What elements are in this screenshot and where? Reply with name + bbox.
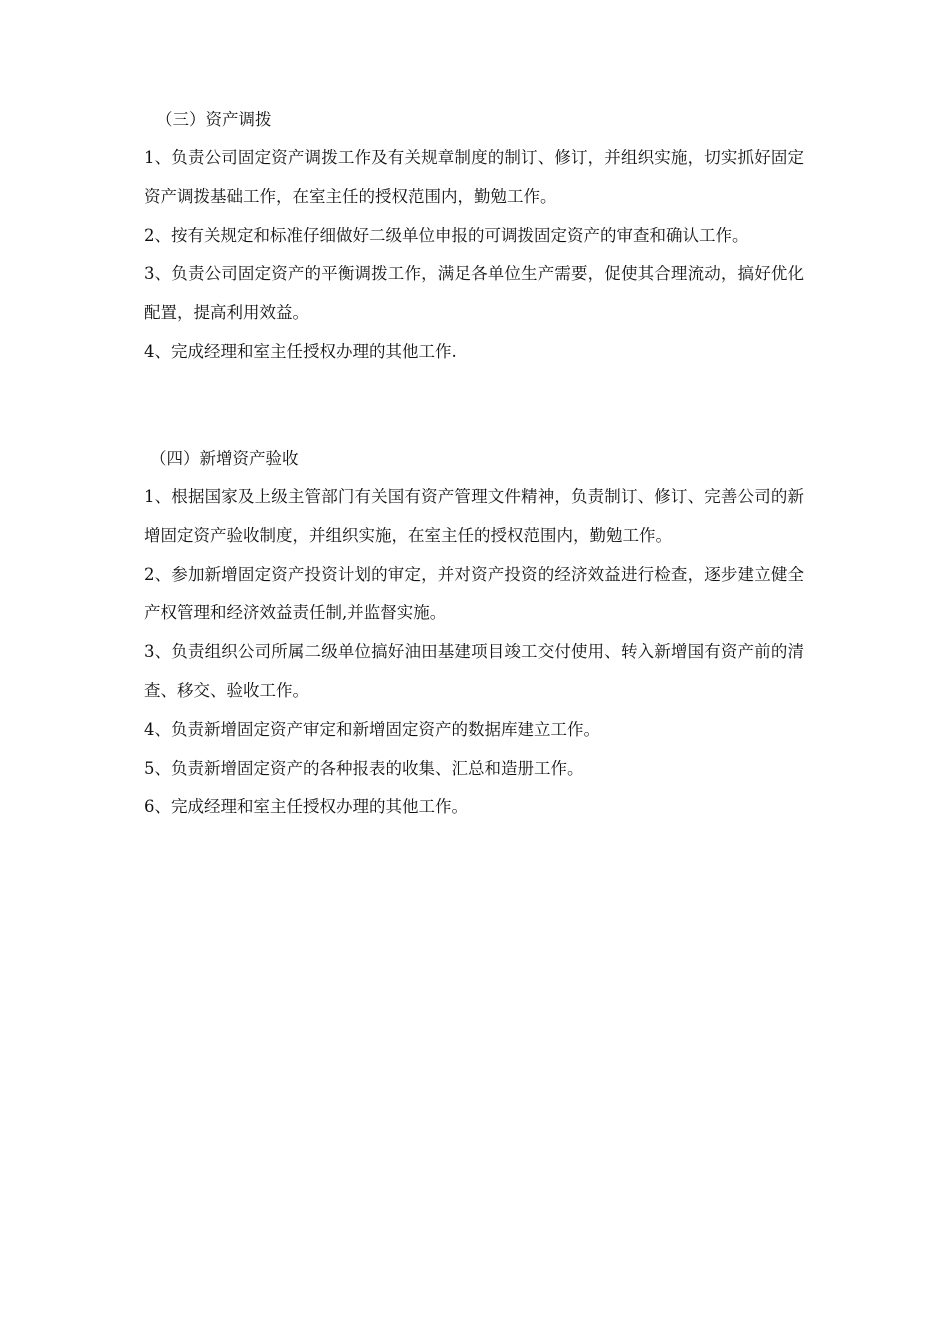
section-asset-transfer — [144, 101, 804, 372]
list-item: 3、负责组织公司所属二级单位搞好油田基建项目竣工交付使用、转入新增国有资产前的清查、移交、验收工作。 — [144, 642, 804, 700]
section-heading: （三）资产调拨 — [156, 110, 272, 129]
list-item: 2、按有关规定和标准仔细做好二级单位申报的可调拨固定资产的审查和确认工作。 — [144, 225, 749, 245]
list-item: 6、完成经理和室主任授权办理的其他工作。 — [144, 797, 468, 817]
list-item: 4、完成经理和室主任授权办理的其他工作. — [144, 341, 457, 361]
list-item: 1、负责公司固定资产调拨工作及有关规章制度的制订、修订，并组织实施，切实抓好固定资产调拨基础工作，在室主任的授权范围内，勤勉工作。 — [144, 148, 804, 206]
list-item: 5、负责新增固定资产的各种报表的收集、汇总和造册工作。 — [144, 758, 584, 778]
section-new-asset-acceptance — [144, 440, 804, 827]
list-item: 2、参加新增固定资产投资计划的审定，并对资产投资的经济效益进行检查，逐步建立健全产权管理和经济效益责任制,并监督实施。 — [144, 564, 804, 623]
list-item: 4、负责新增固定资产审定和新增固定资产的数据库建立工作。 — [144, 719, 600, 739]
section-heading: （四）新增资产验收 — [150, 449, 299, 468]
list-item: 3、负责公司固定资产的平衡调拨工作，满足各单位生产需要，促使其合理流动，搞好优化配置，提高利用效益。 — [144, 264, 804, 323]
list-item: 1、根据国家及上级主管部门有关国有资产管理文件精神，负责制订、修订、完善公司的新增固定资产验收制度，并组织实施，在室主任的授权范围内，勤勉工作。 — [144, 487, 804, 545]
